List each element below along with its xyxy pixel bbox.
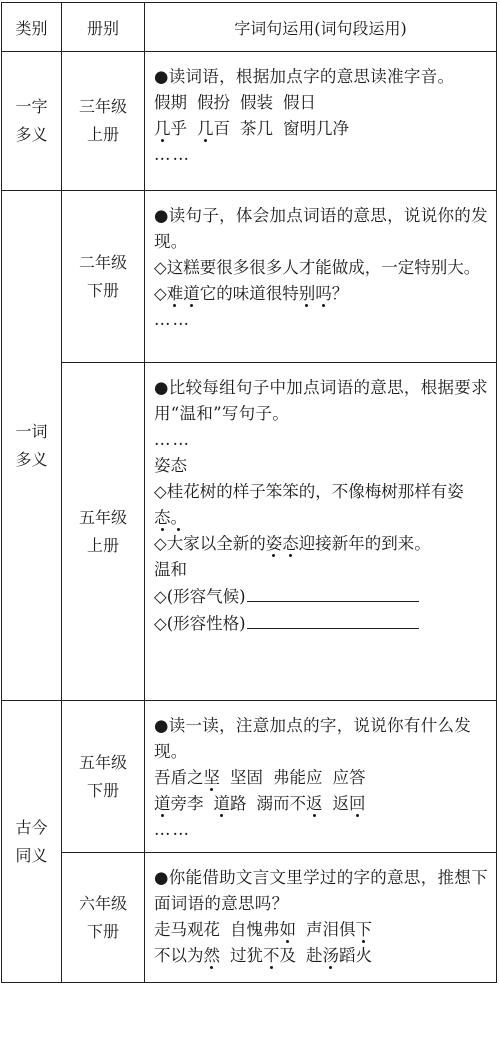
emphasis-dot-char: 坚 (203, 768, 220, 787)
sentence-line: ◇桂花树的样子笨笨的，不像梅树那样有姿态。 (154, 482, 464, 527)
header-category: 类别 (2, 3, 62, 52)
category-label: 古今 (15, 817, 48, 837)
instruction-text: ●读一读，注意加点的字，说说你有什么发现。 (154, 716, 472, 761)
fill-in-prompt: ◇(形容性格) (154, 614, 246, 633)
category-cell (2, 191, 62, 701)
vocabulary-table (1, 2, 497, 983)
category-label: 同义 (15, 845, 48, 865)
word-line: 吾盾之坚 坚固 弗能应 应答 (154, 768, 366, 787)
emphasis-dot-char: 难 (166, 284, 184, 303)
volume-label: 下册 (86, 280, 119, 300)
sentence-line: ◇难道它的味道很特别吗？ (154, 284, 349, 303)
volume-cell (62, 52, 145, 191)
table-row (2, 363, 497, 701)
emphasis-dot-char: 汤 (322, 946, 339, 965)
emphasis-dot-char: 道 (154, 794, 171, 813)
instruction-text: ●读词语，根据加点字的意思读准字音。 (154, 67, 455, 86)
category-label: 多义 (15, 125, 48, 144)
word-line: 不以为然 过犹不及 赴汤蹈火 (154, 946, 372, 965)
grade-label: 二年级 (78, 252, 127, 272)
answer-blank[interactable] (247, 610, 419, 629)
instruction-text: ●比较每组句子中加点词语的意思，根据要求用“温和”写句子。 (154, 378, 488, 423)
word-line: 走马观花 自愧弗如 声泪俱下 (154, 920, 372, 939)
header-row (2, 3, 497, 52)
word-heading: 温和 (154, 560, 187, 579)
instruction-text: ●你能借助文言文里学过的字的意思，推想下面词语的意思吗？ (154, 868, 488, 913)
category-cell (2, 52, 62, 191)
fill-in-line (154, 583, 488, 610)
volume-cell (62, 853, 145, 983)
fill-in-prompt: ◇(形容气候) (154, 587, 246, 606)
volume-cell (62, 191, 145, 363)
ellipsis: …… (154, 820, 191, 839)
volume-label: 上册 (86, 535, 119, 555)
usage-cell (145, 853, 497, 983)
usage-cell (145, 52, 497, 191)
table-row (2, 191, 497, 363)
emphasis-dot-char: 不 (263, 946, 280, 965)
category-label: 多义 (15, 449, 48, 469)
usage-cell (145, 701, 497, 853)
word-line: 假期 假扮 假装 假日 (154, 93, 316, 112)
grade-label: 三年级 (78, 97, 127, 116)
volume-cell (62, 701, 145, 853)
instruction-text: ●读句子，体会加点词语的意思，说说你的发现。 (154, 206, 488, 251)
emphasis-dot-char: 道 (213, 794, 230, 813)
volume-label: 上册 (86, 125, 119, 144)
emphasis-dot-char: 几 (197, 119, 214, 138)
category-label: 一词 (15, 421, 48, 441)
category-label: 一字 (15, 97, 48, 116)
emphasis-dot-char: 态 (154, 508, 171, 527)
usage-cell (145, 363, 497, 701)
category-cell (2, 701, 62, 983)
emphasis-dot-char: 别 (298, 284, 316, 303)
emphasis-dot-char: 然 (203, 946, 220, 965)
volume-cell (62, 363, 145, 701)
word-line: 几乎 几百 茶几 窗明几净 (154, 119, 349, 138)
emphasis-dot-char: 回 (349, 794, 366, 813)
volume-label: 下册 (86, 780, 119, 800)
table-row (2, 853, 497, 983)
table-row (2, 52, 497, 191)
emphasis-dot-char: 如 (279, 920, 296, 939)
emphasis-dot-char: 道 (183, 284, 200, 303)
answer-blank[interactable] (247, 583, 419, 602)
table-row (2, 701, 497, 853)
ellipsis: …… (154, 310, 191, 329)
emphasis-dot-char: 姿 (265, 534, 283, 553)
ellipsis: …… (154, 145, 191, 164)
grade-label: 五年级 (78, 752, 127, 772)
emphasis-dot-char: 。 (170, 508, 187, 527)
volume-label: 下册 (86, 921, 119, 941)
emphasis-dot-char: 下 (355, 920, 372, 939)
sentence-line: ◇这糕要很多很多人才能做成，一定特别大。 (154, 258, 481, 277)
emphasis-dot-char: 返 (306, 794, 323, 813)
header-usage: 字词句运用(词句段运用) (145, 3, 497, 52)
emphasis-dot-char: 吗 (315, 284, 332, 303)
sentence-line: ◇大家以全新的姿态迎接新年的到来。 (154, 534, 431, 553)
word-line: 道旁李 道路 溺而不返 返回 (154, 794, 366, 813)
emphasis-dot-char: 态 (282, 534, 299, 553)
ellipsis: …… (154, 430, 191, 449)
emphasis-dot-char: 几 (154, 119, 171, 138)
header-volume: 册别 (62, 3, 145, 52)
grade-label: 六年级 (78, 893, 127, 913)
word-heading: 姿态 (154, 456, 187, 475)
fill-in-line (154, 610, 488, 637)
grade-label: 五年级 (78, 507, 127, 527)
usage-cell (145, 191, 497, 363)
